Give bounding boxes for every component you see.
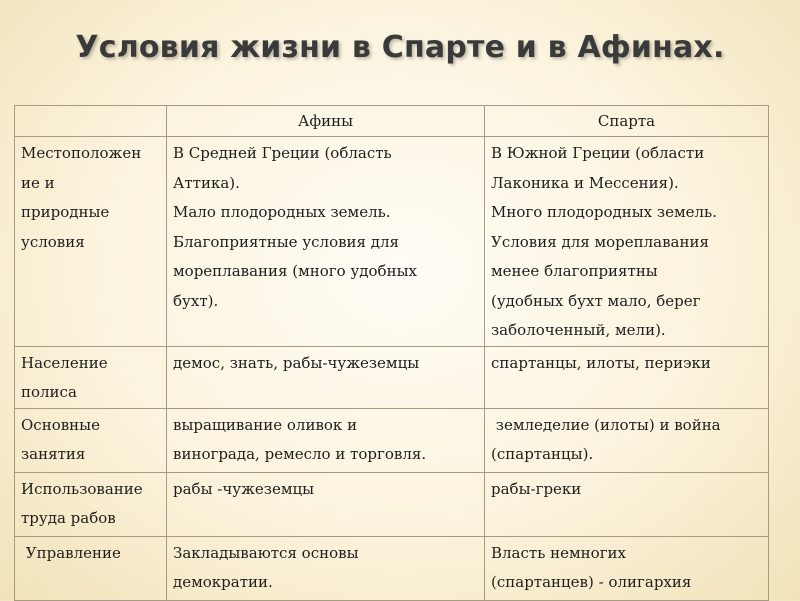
cell-line: В Южной Греции (области	[491, 144, 705, 162]
cell-line: В Средней Греции (область	[173, 144, 392, 162]
comparison-table	[14, 105, 769, 601]
cell-line: Благоприятные условия для	[173, 232, 400, 251]
table-row	[15, 346, 769, 408]
cell-line: Много плодородных земель.	[491, 203, 717, 221]
cell-line: спартанцы, илоты, периэки	[491, 353, 711, 372]
cell-line: (спартанцев) - олигархия	[491, 573, 692, 591]
cell-line: рабы -чужеземцы	[173, 479, 315, 498]
cell-sparta-location	[485, 137, 769, 347]
cell-line: заболоченный, мели).	[491, 321, 666, 339]
label-line: труда рабов	[21, 509, 116, 527]
cell-sparta-government	[485, 536, 769, 600]
slide-title: Условия жизни в Спарте и в Афинах.	[75, 30, 725, 65]
label-line: ие и	[21, 173, 55, 192]
header-athens: Афины	[167, 106, 485, 137]
cell-line: бухт).	[173, 291, 219, 310]
label-line: Население	[21, 353, 108, 372]
row-label-occupations	[15, 408, 167, 472]
cell-line: (удобных бухт мало, берег	[491, 291, 701, 310]
row-label-government	[15, 536, 167, 600]
cell-line: Власть немногих	[491, 543, 627, 562]
header-empty-cell	[15, 106, 167, 137]
cell-line: выращивание оливок и	[173, 415, 358, 434]
table-row	[15, 137, 769, 347]
table-row	[15, 472, 769, 536]
cell-athens-occupations	[167, 408, 485, 472]
header-sparta: Спарта	[485, 106, 769, 137]
cell-athens-government	[167, 536, 485, 600]
row-label-population	[15, 346, 167, 408]
cell-line: Закладываются основы	[173, 543, 359, 562]
cell-sparta-slave-labor	[485, 472, 769, 536]
cell-athens-location	[167, 137, 485, 347]
cell-line: (спартанцы).	[491, 445, 594, 463]
cell-athens-population	[167, 346, 485, 408]
cell-line: Условия для мореплавания	[491, 232, 709, 251]
label-line: Основные	[21, 415, 100, 434]
cell-line: менее благоприятны	[491, 262, 658, 280]
cell-line: Мало плодородных земель.	[173, 203, 391, 221]
cell-line: демократии.	[173, 573, 273, 591]
label-line: Использование	[21, 479, 143, 498]
cell-line: рабы-греки	[491, 479, 582, 498]
row-label-location	[15, 137, 167, 347]
table-row	[15, 408, 769, 472]
header-row	[15, 106, 769, 137]
label-line: природные	[21, 203, 110, 221]
label-line: Управление	[21, 543, 121, 562]
cell-line: земледелие (илоты) и война	[491, 415, 721, 434]
cell-line: демос, знать, рабы-чужеземцы	[173, 353, 420, 372]
cell-line: Лаконика и Мессения).	[491, 173, 679, 192]
table-row	[15, 536, 769, 600]
label-line: занятия	[21, 445, 86, 463]
label-line: Местоположен	[21, 144, 142, 162]
row-label-slave-labor	[15, 472, 167, 536]
label-line: полиса	[21, 383, 77, 401]
cell-sparta-population	[485, 346, 769, 408]
label-line: условия	[21, 232, 85, 251]
cell-sparta-occupations	[485, 408, 769, 472]
cell-line: винограда, ремесло и торговля.	[173, 445, 427, 463]
cell-line: мореплавания (много удобных	[173, 262, 417, 280]
cell-line: Аттика).	[173, 173, 240, 192]
cell-athens-slave-labor	[167, 472, 485, 536]
